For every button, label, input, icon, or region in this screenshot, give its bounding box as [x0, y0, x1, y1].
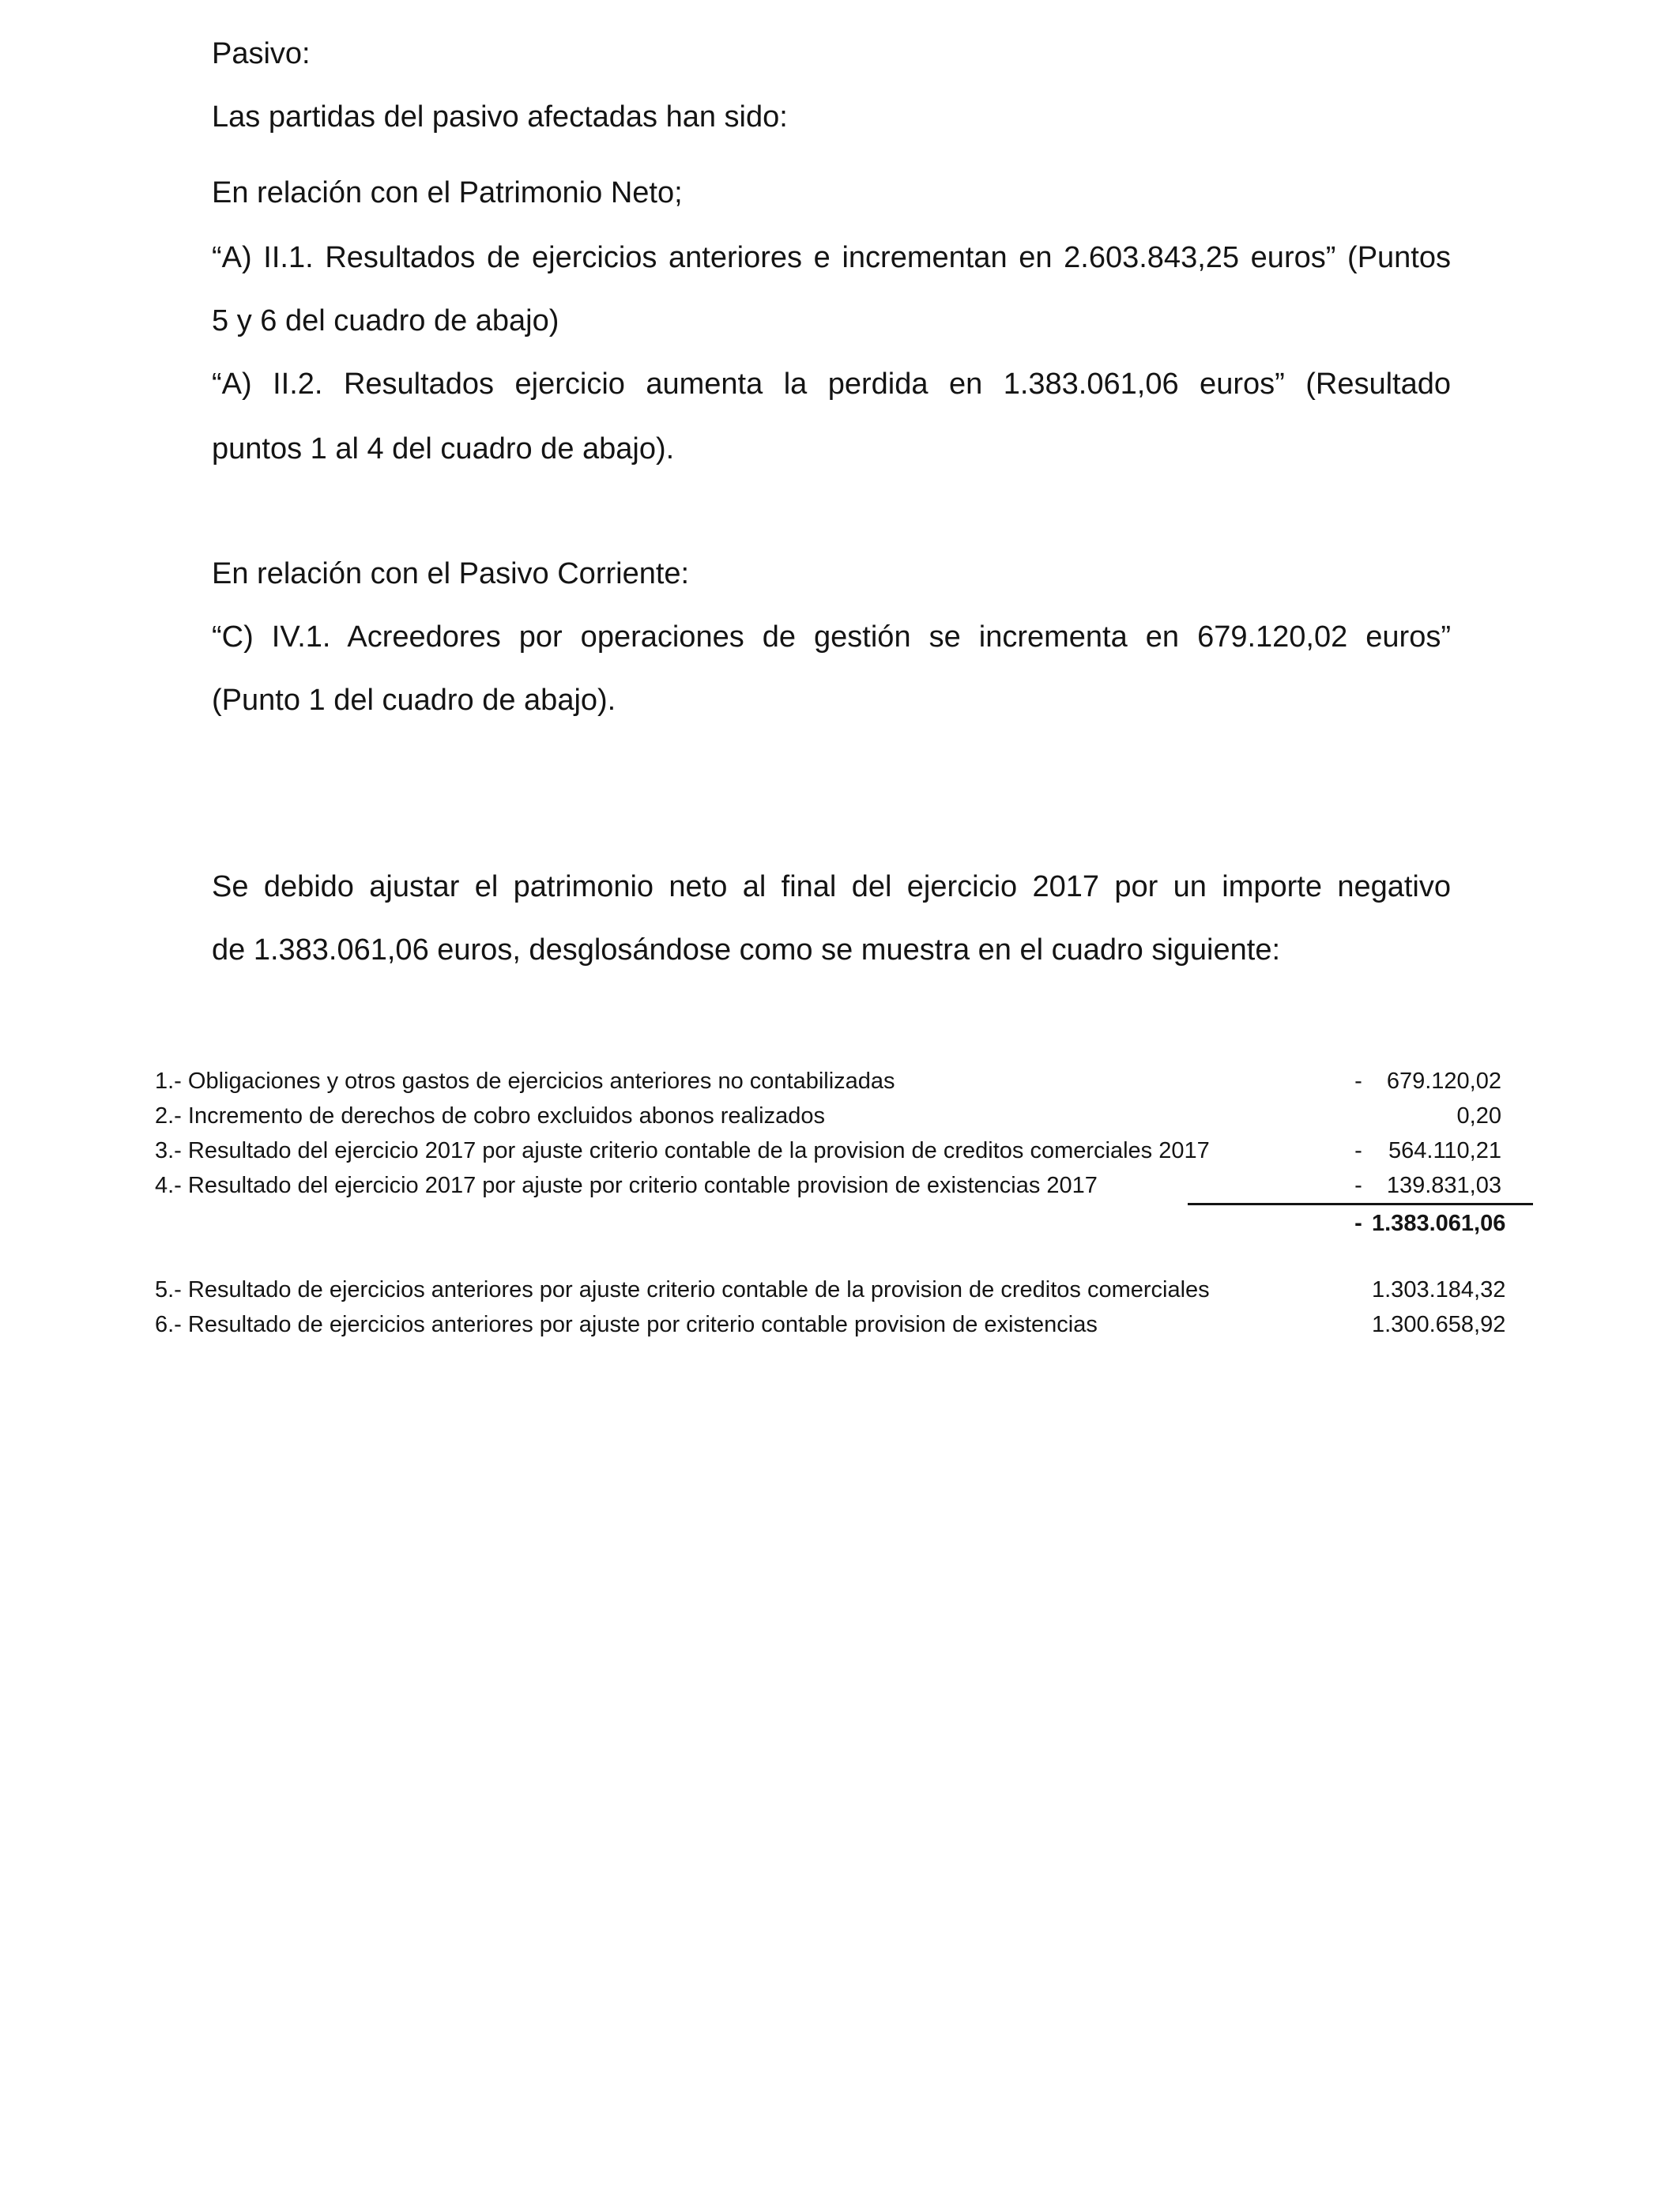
total-row	[155, 1211, 1533, 1246]
row-amount: 679.120,02	[1386, 1069, 1501, 1094]
patrimonio-line-4: puntos 1 al 4 del cuadro de abajo).	[212, 432, 675, 466]
intro-text: Las partidas del pasivo afectadas han sido:	[212, 100, 788, 134]
subtotal-rule	[1188, 1203, 1533, 1205]
row-amount: 1.300.658,92	[1372, 1312, 1506, 1337]
total-sign: -	[1354, 1211, 1362, 1236]
row-amount: 564.110,21	[1388, 1138, 1501, 1163]
total-amount: 1.383.061,06	[1372, 1211, 1506, 1236]
corriente-line-2: (Punto 1 del cuadro de abajo).	[212, 684, 616, 717]
corriente-heading: En relación con el Pasivo Corriente:	[212, 557, 690, 590]
row-sign: -	[1354, 1173, 1362, 1198]
patrimonio-heading: En relación con el Patrimonio Neto;	[212, 176, 683, 209]
row-label: 3.- Resultado del ejercicio 2017 por ajuste criterio contable de la provision de creditos comerciales 2017	[155, 1138, 1210, 1163]
ajuste-line-2: de 1.383.061,06 euros, desglosándose como se muestra en el cuadro siguiente:	[212, 933, 1281, 967]
row-label: 1.- Obligaciones y otros gastos de ejercicios anteriores no contabilizadas	[155, 1069, 895, 1094]
row-sign: -	[1354, 1069, 1362, 1094]
table-row	[155, 1277, 1533, 1312]
row-label: 5.- Resultado de ejercicios anteriores por ajuste criterio contable de la provision de creditos comerciales	[155, 1277, 1210, 1302]
table-row	[155, 1312, 1533, 1347]
row-label: 4.- Resultado del ejercicio 2017 por ajuste por criterio contable provision de existencias 2017	[155, 1173, 1098, 1198]
corriente-line-1: “C) IV.1. Acreedores por operaciones de gestión se incrementa en 679.120,02 euros”	[212, 620, 1451, 654]
row-label: 6.- Resultado de ejercicios anteriores por ajuste por criterio contable provision de existencias	[155, 1312, 1098, 1337]
section-heading: Pasivo:	[212, 37, 311, 70]
patrimonio-line-1: “A) II.1. Resultados de ejercicios anteriores e incrementan en 2.603.843,25 euros” (Puntos	[212, 241, 1451, 274]
row-amount: 0,20	[1456, 1103, 1501, 1129]
table-row	[155, 1138, 1533, 1173]
row-label: 2.- Incremento de derechos de cobro excluidos abonos realizados	[155, 1103, 825, 1129]
row-sign: -	[1354, 1138, 1362, 1163]
table-row	[155, 1069, 1533, 1103]
row-amount: 139.831,03	[1386, 1173, 1501, 1198]
patrimonio-line-3: “A) II.2. Resultados ejercicio aumenta la perdida en 1.383.061,06 euros” (Resultado	[212, 368, 1451, 401]
row-amount: 1.303.184,32	[1372, 1277, 1506, 1302]
table-row	[155, 1103, 1533, 1138]
ajuste-line-1: Se debido ajustar el patrimonio neto al final del ejercicio 2017 por un importe negativo	[212, 870, 1451, 903]
patrimonio-line-2: 5 y 6 del cuadro de abajo)	[212, 304, 559, 337]
